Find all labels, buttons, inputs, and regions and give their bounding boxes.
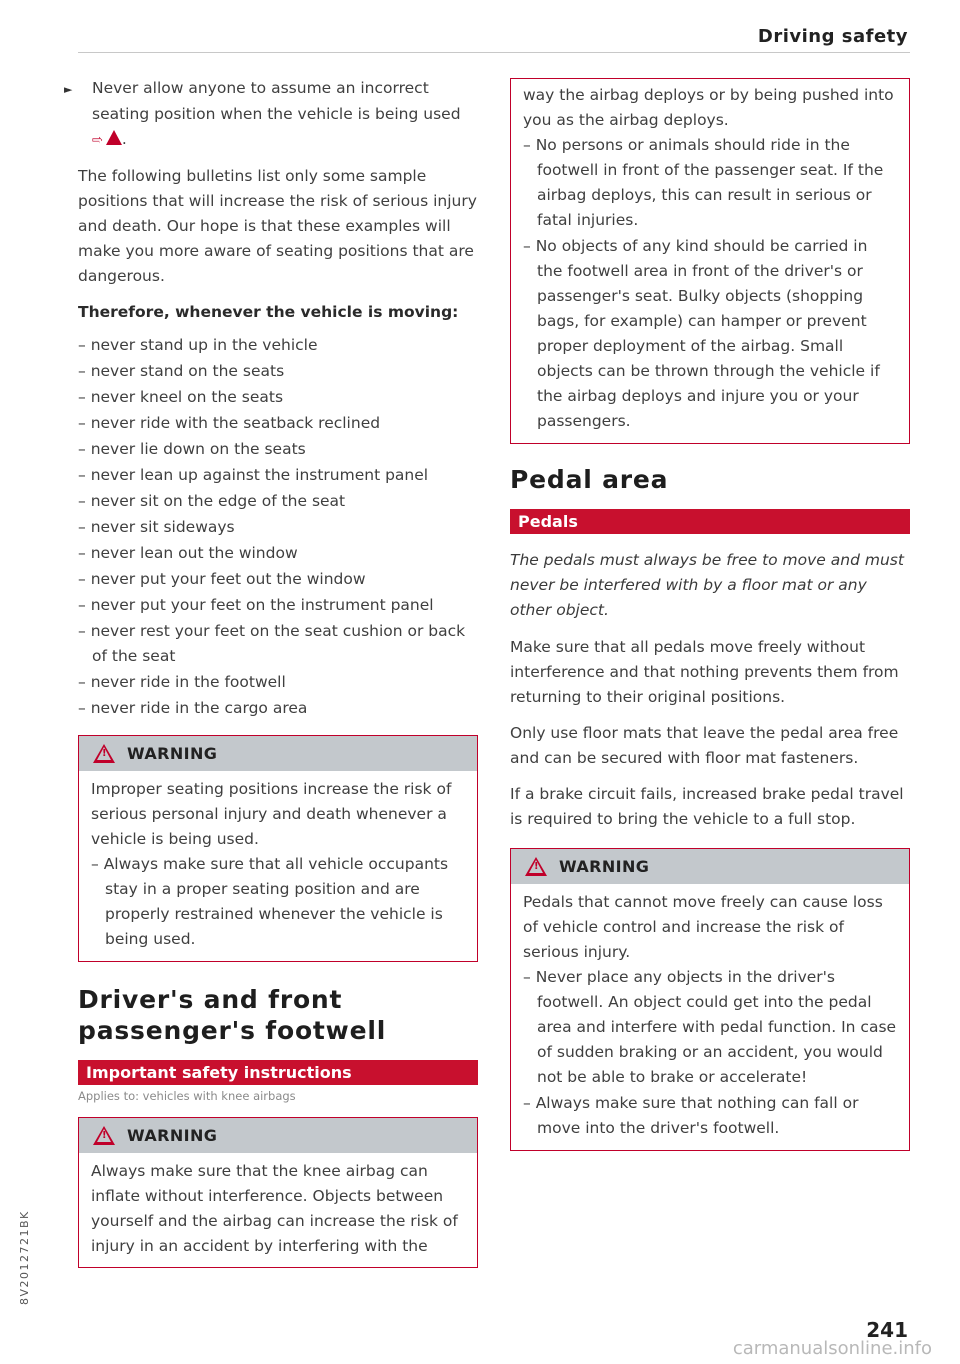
- warning-body: [511, 79, 909, 443]
- warning-box-knee-airbag: [78, 1117, 478, 1268]
- section-title-footwell: Driver's and front passenger's footwell: [78, 985, 387, 1045]
- triangle-bullet-icon: ►: [64, 83, 73, 96]
- page-header-title: Driving safety: [757, 26, 908, 47]
- list-item: – never sit sideways: [78, 515, 478, 540]
- warning-list: [523, 965, 897, 1141]
- list-item: – never kneel on the seats: [78, 385, 478, 410]
- moving-heading: Therefore, whenever the vehicle is moving:: [78, 303, 459, 321]
- list-item: – never put your feet on the instrument panel: [78, 593, 478, 618]
- warning-text: way the airbag deploys or by being pushed into you as the airbag deploys.: [523, 86, 894, 129]
- warning-triangle-icon: [93, 744, 115, 763]
- warning-label: WARNING: [127, 1126, 218, 1145]
- list-item: – never stand up in the vehicle: [78, 333, 478, 358]
- watermark-text: carmanualsonline.info: [732, 1338, 932, 1359]
- warning-triangle-icon: [93, 1126, 115, 1145]
- seating-list: [78, 333, 478, 721]
- list-item: – never rest your feet on the seat cushion or back of the seat: [78, 619, 478, 669]
- applies-to-note: Applies to: vehicles with knee airbags: [78, 1089, 296, 1103]
- list-item: – never stand on the seats: [78, 359, 478, 384]
- section-title-pedal: Pedal area: [510, 465, 669, 494]
- list-item: – never lean up against the instrument panel: [78, 463, 478, 488]
- list-item: – No objects of any kind should be carried in the footwell area in front of the driver's or passenger's seat. Bulky objects (shopping bags, for example) can hamper or prevent proper deployment of the airbag. Small objects can be thrown through the vehicle if the airbag deploys and injure you or your passengers.: [523, 234, 897, 434]
- pedals-intro: The pedals must always be free to move and must never be interfered with by a floor mat or any other object.: [510, 551, 904, 619]
- warning-box-continued: [510, 78, 910, 444]
- list-item: – never ride in the cargo area: [78, 696, 478, 721]
- list-item: – never ride with the seatback reclined: [78, 411, 478, 436]
- warning-header: [79, 736, 477, 771]
- warning-box-seating: [78, 735, 478, 962]
- warning-text: Pedals that cannot move freely can cause loss of vehicle control and increase the risk of serious injury.: [523, 893, 883, 961]
- warning-label: WARNING: [127, 744, 218, 763]
- warning-header: [79, 1118, 477, 1153]
- page-number: 241: [866, 1318, 908, 1342]
- list-item: – No persons or animals should ride in the footwell in front of the passenger seat. If the airbag deploys, this can result in serious or fatal injuries.: [523, 133, 897, 233]
- warning-body: [79, 771, 477, 961]
- paragraph: Make sure that all pedals move freely without interference and that nothing prevents them from returning to their original positions.: [510, 638, 899, 706]
- left-column: [64, 76, 478, 1290]
- list-item: – Always make sure that nothing can fall or move into the driver's footwell.: [523, 1091, 897, 1141]
- bullet-paragraph: ► Never allow anyone to assume an incorrect seating position when the vehicle is being used ⇨! .: [78, 76, 478, 153]
- warning-list: [523, 133, 897, 434]
- warning-body: [511, 884, 909, 1150]
- warning-header: [511, 849, 909, 884]
- warning-triangle-icon: [106, 130, 122, 145]
- paragraph: If a brake circuit fails, increased brake pedal travel is required to bring the vehicle to a full stop.: [510, 785, 904, 828]
- warning-body: [79, 1153, 477, 1267]
- list-item: – never lie down on the seats: [78, 437, 478, 462]
- warning-text: Improper seating positions increase the risk of serious personal injury and death whenever a vehicle is being used.: [91, 780, 452, 848]
- side-code: 8V2012721BK: [18, 1210, 31, 1305]
- warning-list: [91, 852, 465, 952]
- arrow-ref-icon[interactable]: ⇨: [92, 133, 103, 148]
- list-item: – Always make sure that all vehicle occupants stay in a proper seating position and are properly restrained whenever the vehicle is being used.: [91, 852, 465, 952]
- subsection-bar-pedals: Pedals: [510, 509, 910, 534]
- warning-triangle-icon: [525, 857, 547, 876]
- warning-label: WARNING: [559, 857, 650, 876]
- list-item: – never lean out the window: [78, 541, 478, 566]
- warning-text: Always make sure that the knee airbag can inflate without interference. Objects between yourself and the airbag can increase the risk of injury in an accident by interfering with the: [91, 1162, 458, 1255]
- header-divider: [78, 52, 910, 53]
- list-item: – never put your feet out the window: [78, 567, 478, 592]
- paragraph: Only use floor mats that leave the pedal area free and can be secured with floor mat fasteners.: [510, 724, 899, 767]
- list-item: – never sit on the edge of the seat: [78, 489, 478, 514]
- subsection-bar-safety: Important safety instructions: [78, 1060, 478, 1085]
- list-item: – Never place any objects in the driver's footwell. An object could get into the pedal area and interfere with pedal function. In case of sudden braking or an accident, you would not be able to brake or accelerate!: [523, 965, 897, 1090]
- bullet-text: Never allow anyone to assume an incorrect seating position when the vehicle is being used: [92, 79, 461, 123]
- list-item: – never ride in the footwell: [78, 670, 478, 695]
- warning-box-pedals: [510, 848, 910, 1151]
- right-column: [510, 78, 910, 1173]
- intro-paragraph: The following bulletins list only some sample positions that will increase the risk of serious injury and death. Our hope is that these examples will make you more aware of seating positions that are dangerous.: [78, 167, 477, 285]
